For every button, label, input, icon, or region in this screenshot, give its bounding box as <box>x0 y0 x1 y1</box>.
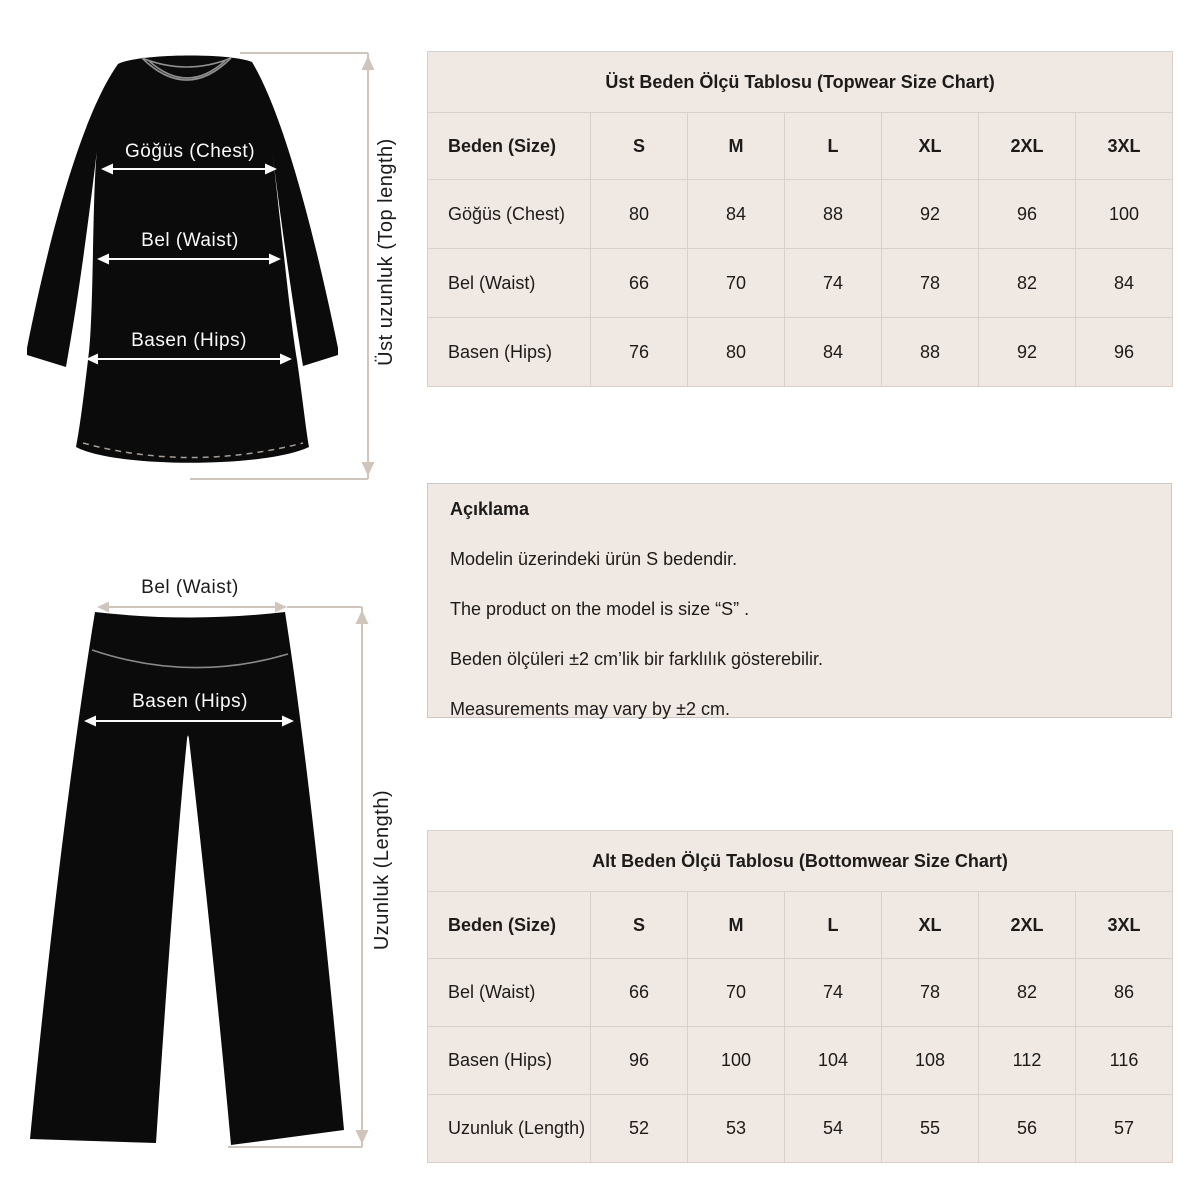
value-cell: 53 <box>688 1095 785 1163</box>
row-label: Basen (Hips) <box>428 318 591 387</box>
size-col-header: 2XL <box>979 113 1076 180</box>
value-cell: 54 <box>785 1095 882 1163</box>
table-header-row <box>428 113 1173 180</box>
chest-label: Göğüs (Chest) <box>124 141 256 162</box>
notes-title: Açıklama <box>450 499 530 519</box>
value-cell: 70 <box>688 959 785 1027</box>
value-cell: 80 <box>591 180 688 249</box>
value-cell: 88 <box>882 318 979 387</box>
topwear-size-table <box>427 51 1173 387</box>
table-title: Alt Beden Ölçü Tablosu (Bottomwear Size Chart) <box>428 831 1173 892</box>
value-cell: 88 <box>785 180 882 249</box>
waist-label: Bel (Waist) <box>141 577 239 598</box>
value-cell: 112 <box>979 1027 1076 1095</box>
waist-measure-arrow <box>97 602 287 613</box>
value-cell: 82 <box>979 959 1076 1027</box>
value-cell: 100 <box>1076 180 1173 249</box>
value-cell: 70 <box>688 249 785 318</box>
value-cell: 52 <box>591 1095 688 1163</box>
value-cell: 96 <box>591 1027 688 1095</box>
value-cell: 76 <box>591 318 688 387</box>
notes-line: The product on the model is size “S” . <box>450 599 750 619</box>
size-col-header: M <box>688 892 785 959</box>
value-cell: 66 <box>591 959 688 1027</box>
value-cell: 84 <box>688 180 785 249</box>
value-cell: 57 <box>1076 1095 1173 1163</box>
table-row <box>428 318 1173 387</box>
value-cell: 96 <box>1076 318 1173 387</box>
value-cell: 116 <box>1076 1027 1173 1095</box>
row-label: Bel (Waist) <box>428 249 591 318</box>
table-header-row <box>428 892 1173 959</box>
size-col-header: 2XL <box>979 892 1076 959</box>
topwear-diagram <box>0 0 420 545</box>
value-cell: 78 <box>882 959 979 1027</box>
table-title: Üst Beden Ölçü Tablosu (Topwear Size Chart) <box>428 52 1173 113</box>
table-row <box>428 959 1173 1027</box>
size-col-header: XL <box>882 113 979 180</box>
notes-box <box>427 483 1172 718</box>
table-title-row <box>428 831 1173 892</box>
table-row <box>428 180 1173 249</box>
size-col-header: 3XL <box>1076 113 1173 180</box>
value-cell: 104 <box>785 1027 882 1095</box>
hips-label: Basen (Hips) <box>131 330 247 351</box>
value-cell: 80 <box>688 318 785 387</box>
bottomwear-size-table <box>427 830 1173 1163</box>
size-col-header: M <box>688 113 785 180</box>
row-label: Uzunluk (Length) <box>428 1095 591 1163</box>
top-length-label: Üst uzunluk (Top length) <box>375 138 397 366</box>
bottom-length-label: Uzunluk (Length) <box>371 789 393 951</box>
hips-label: Basen (Hips) <box>132 691 248 712</box>
size-col-header: L <box>785 113 882 180</box>
value-cell: 86 <box>1076 959 1173 1027</box>
value-cell: 84 <box>785 318 882 387</box>
value-cell: 100 <box>688 1027 785 1095</box>
value-cell: 108 <box>882 1027 979 1095</box>
size-col-header: 3XL <box>1076 892 1173 959</box>
value-cell: 66 <box>591 249 688 318</box>
size-col-header: L <box>785 892 882 959</box>
table-row <box>428 249 1173 318</box>
row-label: Bel (Waist) <box>428 959 591 1027</box>
value-cell: 74 <box>785 249 882 318</box>
value-cell: 78 <box>882 249 979 318</box>
value-cell: 92 <box>882 180 979 249</box>
size-col-header: XL <box>882 892 979 959</box>
header-label: Beden (Size) <box>428 113 591 180</box>
header-label: Beden (Size) <box>428 892 591 959</box>
value-cell: 55 <box>882 1095 979 1163</box>
table-title-row <box>428 52 1173 113</box>
value-cell: 82 <box>979 249 1076 318</box>
value-cell: 84 <box>1076 249 1173 318</box>
notes-line: Measurements may vary by ±2 cm. <box>450 699 730 719</box>
waist-label: Bel (Waist) <box>141 230 239 251</box>
row-label: Basen (Hips) <box>428 1027 591 1095</box>
size-col-header: S <box>591 113 688 180</box>
size-col-header: S <box>591 892 688 959</box>
row-label: Göğüs (Chest) <box>428 180 591 249</box>
notes-line: Beden ölçüleri ±2 cm’lik bir farklılık gösterebilir. <box>450 649 824 669</box>
value-cell: 56 <box>979 1095 1076 1163</box>
value-cell: 96 <box>979 180 1076 249</box>
value-cell: 74 <box>785 959 882 1027</box>
table-row <box>428 1095 1173 1163</box>
value-cell: 92 <box>979 318 1076 387</box>
table-row <box>428 1027 1173 1095</box>
bottomwear-diagram <box>0 550 420 1180</box>
notes-line: Modelin üzerindeki ürün S bedendir. <box>450 549 738 569</box>
